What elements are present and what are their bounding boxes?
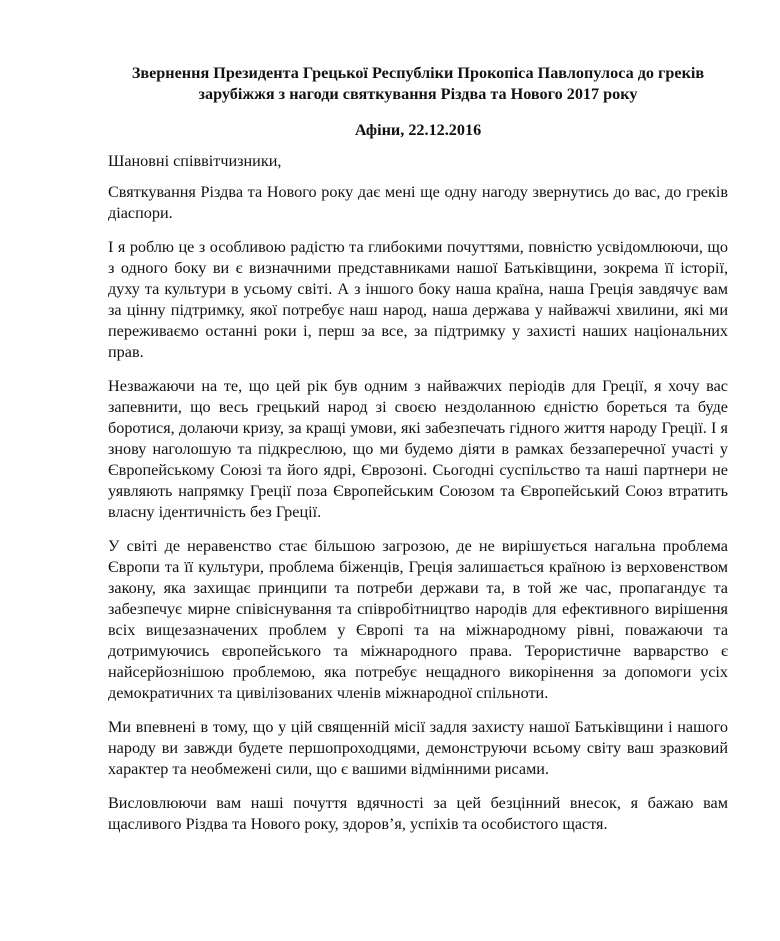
place-date: Афіни, 22.12.2016: [354, 121, 482, 139]
paragraph-2: І я роблю це з особливою радістю та глибокими почуттями, повністю усвідомлюючи, що з одного боку ви є визначними представниками нашої Батьківщини, зокрема її історії, духу та культури в усьому світі. А з іншого боку наша країна, наша Греція завдячує вам за цінну підтримку, якої потребує наш народ, наша держава у найважчі хвилини, які ми переживаємо останні роки і, перш за все, за підтримку у захисті наших національних прав.: [108, 238, 728, 361]
paragraph-1: Святкування Різдва та Нового року дає мені ще одну нагоду звернутись до вас, до греків діаспори.: [108, 183, 728, 222]
document-page: [108, 63, 728, 848]
document-title: [108, 63, 728, 105]
greeting: Шановні співвітчизники,: [108, 152, 282, 170]
title-line-1: Звернення Президента Грецької Республіки Прокопіса Павлопулоса до греків: [131, 64, 705, 82]
paragraph-4: У світі де неравенство стає більшою загрозою, де не вирішується нагальна проблема Європи та її культури, проблема біженців, Греція залишається країною із верховенством закону, яка захищає принципи та потреби держави та, в той же час, пропагандує та забезпечує мирне співіснування та співробітництво народів для ефективного вирішення всіх вищезазначених проблем у Європі та на міжнародному рівні, поважаючи та дотримуючись європейського та міжнародного права. Терористичне варварство є найсерйознішою проблемою, яка потребує нещадного викорінення за допомоги усіх демократичних та цивілізованих членів міжнародної спільноти.: [108, 537, 728, 702]
title-line-2: зарубіжжя з нагоди святкування Різдва та Нового 2017 року: [198, 85, 638, 103]
paragraph-6: Висловлюючи вам наші почуття вдячності за цей безцінний внесок, я бажаю вам щасливого Різдва та Нового року, здоров’я, успіхів та особистого щастя.: [108, 794, 728, 833]
paragraph-3: Незважаючи на те, що цей рік був одним з найважчих періодів для Греції, я хочу вас запевнити, що весь грецький народ зі своєю нездоланною єдністю бореться та буде боротися, долаючи кризу, за кращі умови, які забезпечать гідного життя народу Греції. І я знову наголошую та підкреслюю, що ми будемо діяти в рамках беззаперечної участі у Європейському Союзі та його ядрі, Єврозоні. Сьогодні суспільство та наші партнери не уявляють напрямку Греції поза Європейським Союзом та Європейський Союз втратить власну ідентичність без Греції.: [108, 377, 728, 521]
paragraph-5: Ми впевнені в тому, що у цій священній місії задля захисту нашої Батьківщини і нашого народу ви завжди будете першопроходцями, демонструючи всьому світу ваш зразковий характер та необмежені сили, що є вашими відмінними рисами.: [108, 718, 728, 778]
